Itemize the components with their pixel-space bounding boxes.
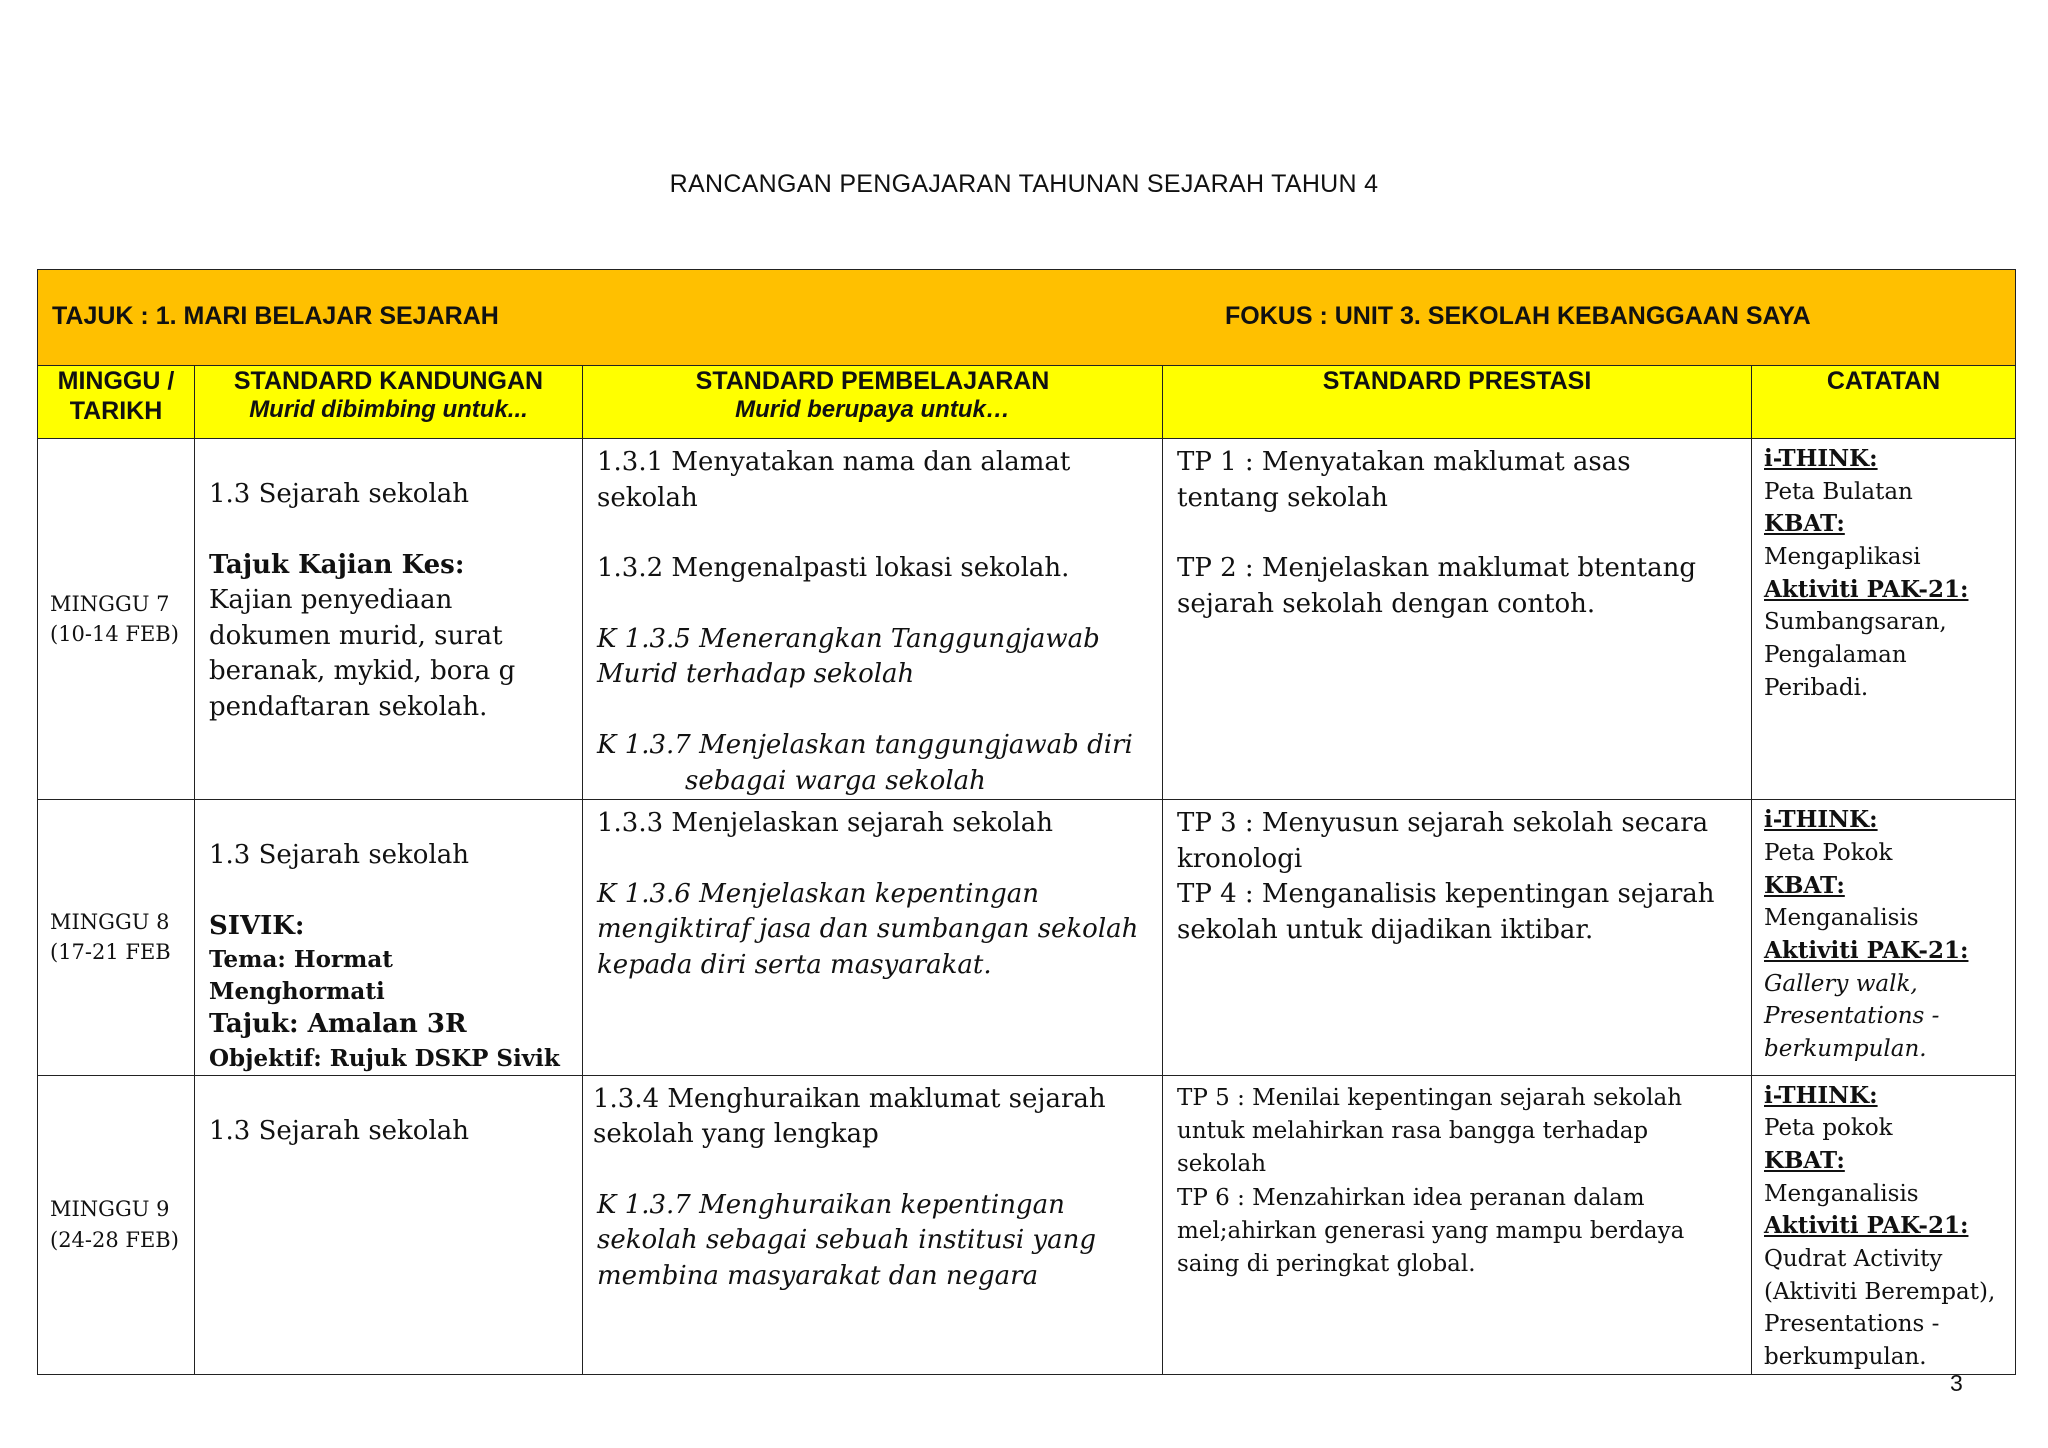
ithink-value: Peta pokok bbox=[1764, 1115, 1893, 1142]
pak-value: Gallery walk, Presentations - berkumpulan. bbox=[1764, 970, 1940, 1062]
tp-item: TP 2 : Menjelaskan maklumat btentang sejarah sekolah dengan contoh. bbox=[1177, 553, 1696, 619]
sp-item: K 1.3.6 Menjelaskan kepentingan mengiktiraf jasa dan sumbangan sekolah kepada diri serta masyarakat. bbox=[597, 878, 1139, 981]
table-row bbox=[38, 800, 2016, 1075]
week-date: (17-21 FEB bbox=[50, 940, 171, 965]
tp-item: TP 6 : Menzahirkan idea peranan dalam mel;ahirkan generasi yang mampu berdaya saing di peringkat global. bbox=[1177, 1184, 1685, 1278]
sp-item: 1.3.2 Mengenalpasti lokasi sekolah. bbox=[597, 553, 1070, 584]
week-label: MINGGU 7 bbox=[50, 591, 170, 616]
header-sk-sub: Murid dibimbing untuk... bbox=[249, 396, 528, 423]
topic-row bbox=[38, 270, 2016, 366]
week-cell bbox=[38, 1075, 195, 1374]
header-catatan: CATATAN bbox=[1752, 366, 2016, 439]
kbat-label: KBAT: bbox=[1764, 871, 1845, 899]
catatan-cell bbox=[1752, 439, 2016, 800]
pak-label: Aktiviti PAK-21: bbox=[1764, 575, 1969, 603]
kbat-value: Mengaplikasi bbox=[1764, 543, 1921, 570]
lesson-plan-table bbox=[37, 269, 2016, 1375]
header-standard-kandungan bbox=[195, 366, 583, 439]
header-standard-pembelajaran bbox=[583, 366, 1163, 439]
focus-title: FOKUS : UNIT 3. SEKOLAH KEBANGGAAN SAYA bbox=[1225, 302, 1811, 330]
pak-label: Aktiviti PAK-21: bbox=[1764, 1212, 1969, 1240]
sivik-tajuk: Tajuk: Amalan 3R bbox=[209, 1009, 467, 1040]
catatan-cell bbox=[1752, 800, 2016, 1075]
ithink-value: Peta Pokok bbox=[1764, 839, 1893, 866]
header-row bbox=[38, 366, 2016, 439]
week-date: (10-14 FEB) bbox=[50, 622, 179, 647]
week-label: MINGGU 8 bbox=[50, 909, 170, 934]
header-standard-prestasi: STANDARD PRESTASI bbox=[1163, 366, 1752, 439]
sivik-label: SIVIK: bbox=[209, 910, 305, 941]
sp-item: K 1.3.7 Menjelaskan tanggungjawab diri bbox=[597, 730, 1133, 761]
week-label: MINGGU 9 bbox=[50, 1197, 170, 1222]
page-number: 3 bbox=[1950, 1370, 1963, 1396]
header-sp-label: STANDARD PEMBELAJARAN bbox=[695, 367, 1050, 395]
ithink-label: i-THINK: bbox=[1764, 1081, 1878, 1109]
sp-item: K 1.3.5 Menerangkan Tanggungjawab Murid terhadap sekolah bbox=[597, 623, 1100, 690]
kbat-label: KBAT: bbox=[1764, 1146, 1845, 1174]
kbat-value: Menganalisis bbox=[1764, 1180, 1919, 1207]
case-study-label: Tajuk Kajian Kes: bbox=[209, 549, 465, 580]
sp-item: 1.3.1 Menyatakan nama dan alamat sekolah bbox=[597, 447, 1071, 513]
ithink-label: i-THINK: bbox=[1764, 445, 1878, 472]
topic-title: TAJUK : 1. MARI BELAJAR SEJARAH bbox=[52, 302, 499, 330]
week-cell bbox=[38, 800, 195, 1075]
sp-item: 1.3.4 Menghuraikan maklumat sejarah sekolah yang lengkap bbox=[593, 1083, 1106, 1150]
pak-label: Aktiviti PAK-21: bbox=[1764, 936, 1969, 964]
standard-kandungan-cell bbox=[195, 1075, 583, 1374]
week-date: (24-28 FEB) bbox=[50, 1227, 179, 1252]
tp-item: TP 5 : Menilai kepentingan sejarah sekolah untuk melahirkan rasa bangga terhadap sekolah bbox=[1177, 1084, 1683, 1178]
standard-kandungan-cell bbox=[195, 800, 583, 1075]
standard-prestasi-cell bbox=[1163, 439, 1752, 800]
kbat-value: Menganalisis bbox=[1764, 905, 1919, 932]
standard-pembelajaran-cell bbox=[583, 1075, 1163, 1374]
week-cell bbox=[38, 439, 195, 800]
tp-item: TP 4 : Menganalisis kepentingan sejarah sekolah untuk dijadikan iktibar. bbox=[1177, 879, 1715, 946]
sivik-tema: Tema: Hormat Menghormati bbox=[209, 946, 393, 1005]
standard-pembelajaran-cell bbox=[583, 800, 1163, 1075]
sk-title: 1.3 Sejarah sekolah bbox=[209, 479, 470, 509]
ithink-label: i-THINK: bbox=[1764, 806, 1878, 834]
sp-item-cont: sebagai warga sekolah bbox=[685, 765, 986, 796]
standard-prestasi-cell bbox=[1163, 800, 1752, 1075]
table-row bbox=[38, 439, 2016, 800]
sp-item: 1.3.3 Menjelaskan sejarah sekolah bbox=[597, 808, 1053, 839]
catatan-cell bbox=[1752, 1075, 2016, 1374]
document-title: RANCANGAN PENGAJARAN TAHUNAN SEJARAH TAHUN 4 bbox=[669, 170, 1379, 198]
standard-kandungan-cell bbox=[195, 439, 583, 800]
table-row bbox=[38, 1075, 2016, 1374]
sk-title: 1.3 Sejarah sekolah bbox=[209, 840, 470, 871]
case-study-text: Kajian penyediaan dokumen murid, surat beranak, mykid, bora g pendaftaran sekolah. bbox=[209, 585, 516, 723]
pak-value: Qudrat Activity (Aktiviti Berempat), Presentations - berkumpulan. bbox=[1764, 1245, 1996, 1370]
ithink-value: Peta Bulatan bbox=[1764, 478, 1913, 505]
header-minggu: MINGGU / TARIKH bbox=[38, 366, 195, 439]
standard-pembelajaran-cell bbox=[583, 439, 1163, 800]
sk-title: 1.3 Sejarah sekolah bbox=[209, 1115, 470, 1146]
sivik-objektif: Objektif: Rujuk DSKP Sivik bbox=[209, 1045, 560, 1073]
tp-item: TP 3 : Menyusun sejarah sekolah secara kronologi bbox=[1177, 808, 1709, 874]
tp-item: TP 1 : Menyatakan maklumat asas tentang sekolah bbox=[1177, 447, 1631, 513]
pak-value: Sumbangsaran, Pengalaman Peribadi. bbox=[1764, 609, 1947, 701]
standard-prestasi-cell bbox=[1163, 1075, 1752, 1374]
kbat-label: KBAT: bbox=[1764, 510, 1845, 538]
header-sp-sub: Murid berupaya untuk… bbox=[735, 396, 1010, 423]
sp-item: K 1.3.7 Menghuraikan kepentingan sekolah sebagai sebuah institusi yang membina masyarakat dan negara bbox=[597, 1189, 1097, 1292]
header-sk-label: STANDARD KANDUNGAN bbox=[233, 367, 544, 395]
